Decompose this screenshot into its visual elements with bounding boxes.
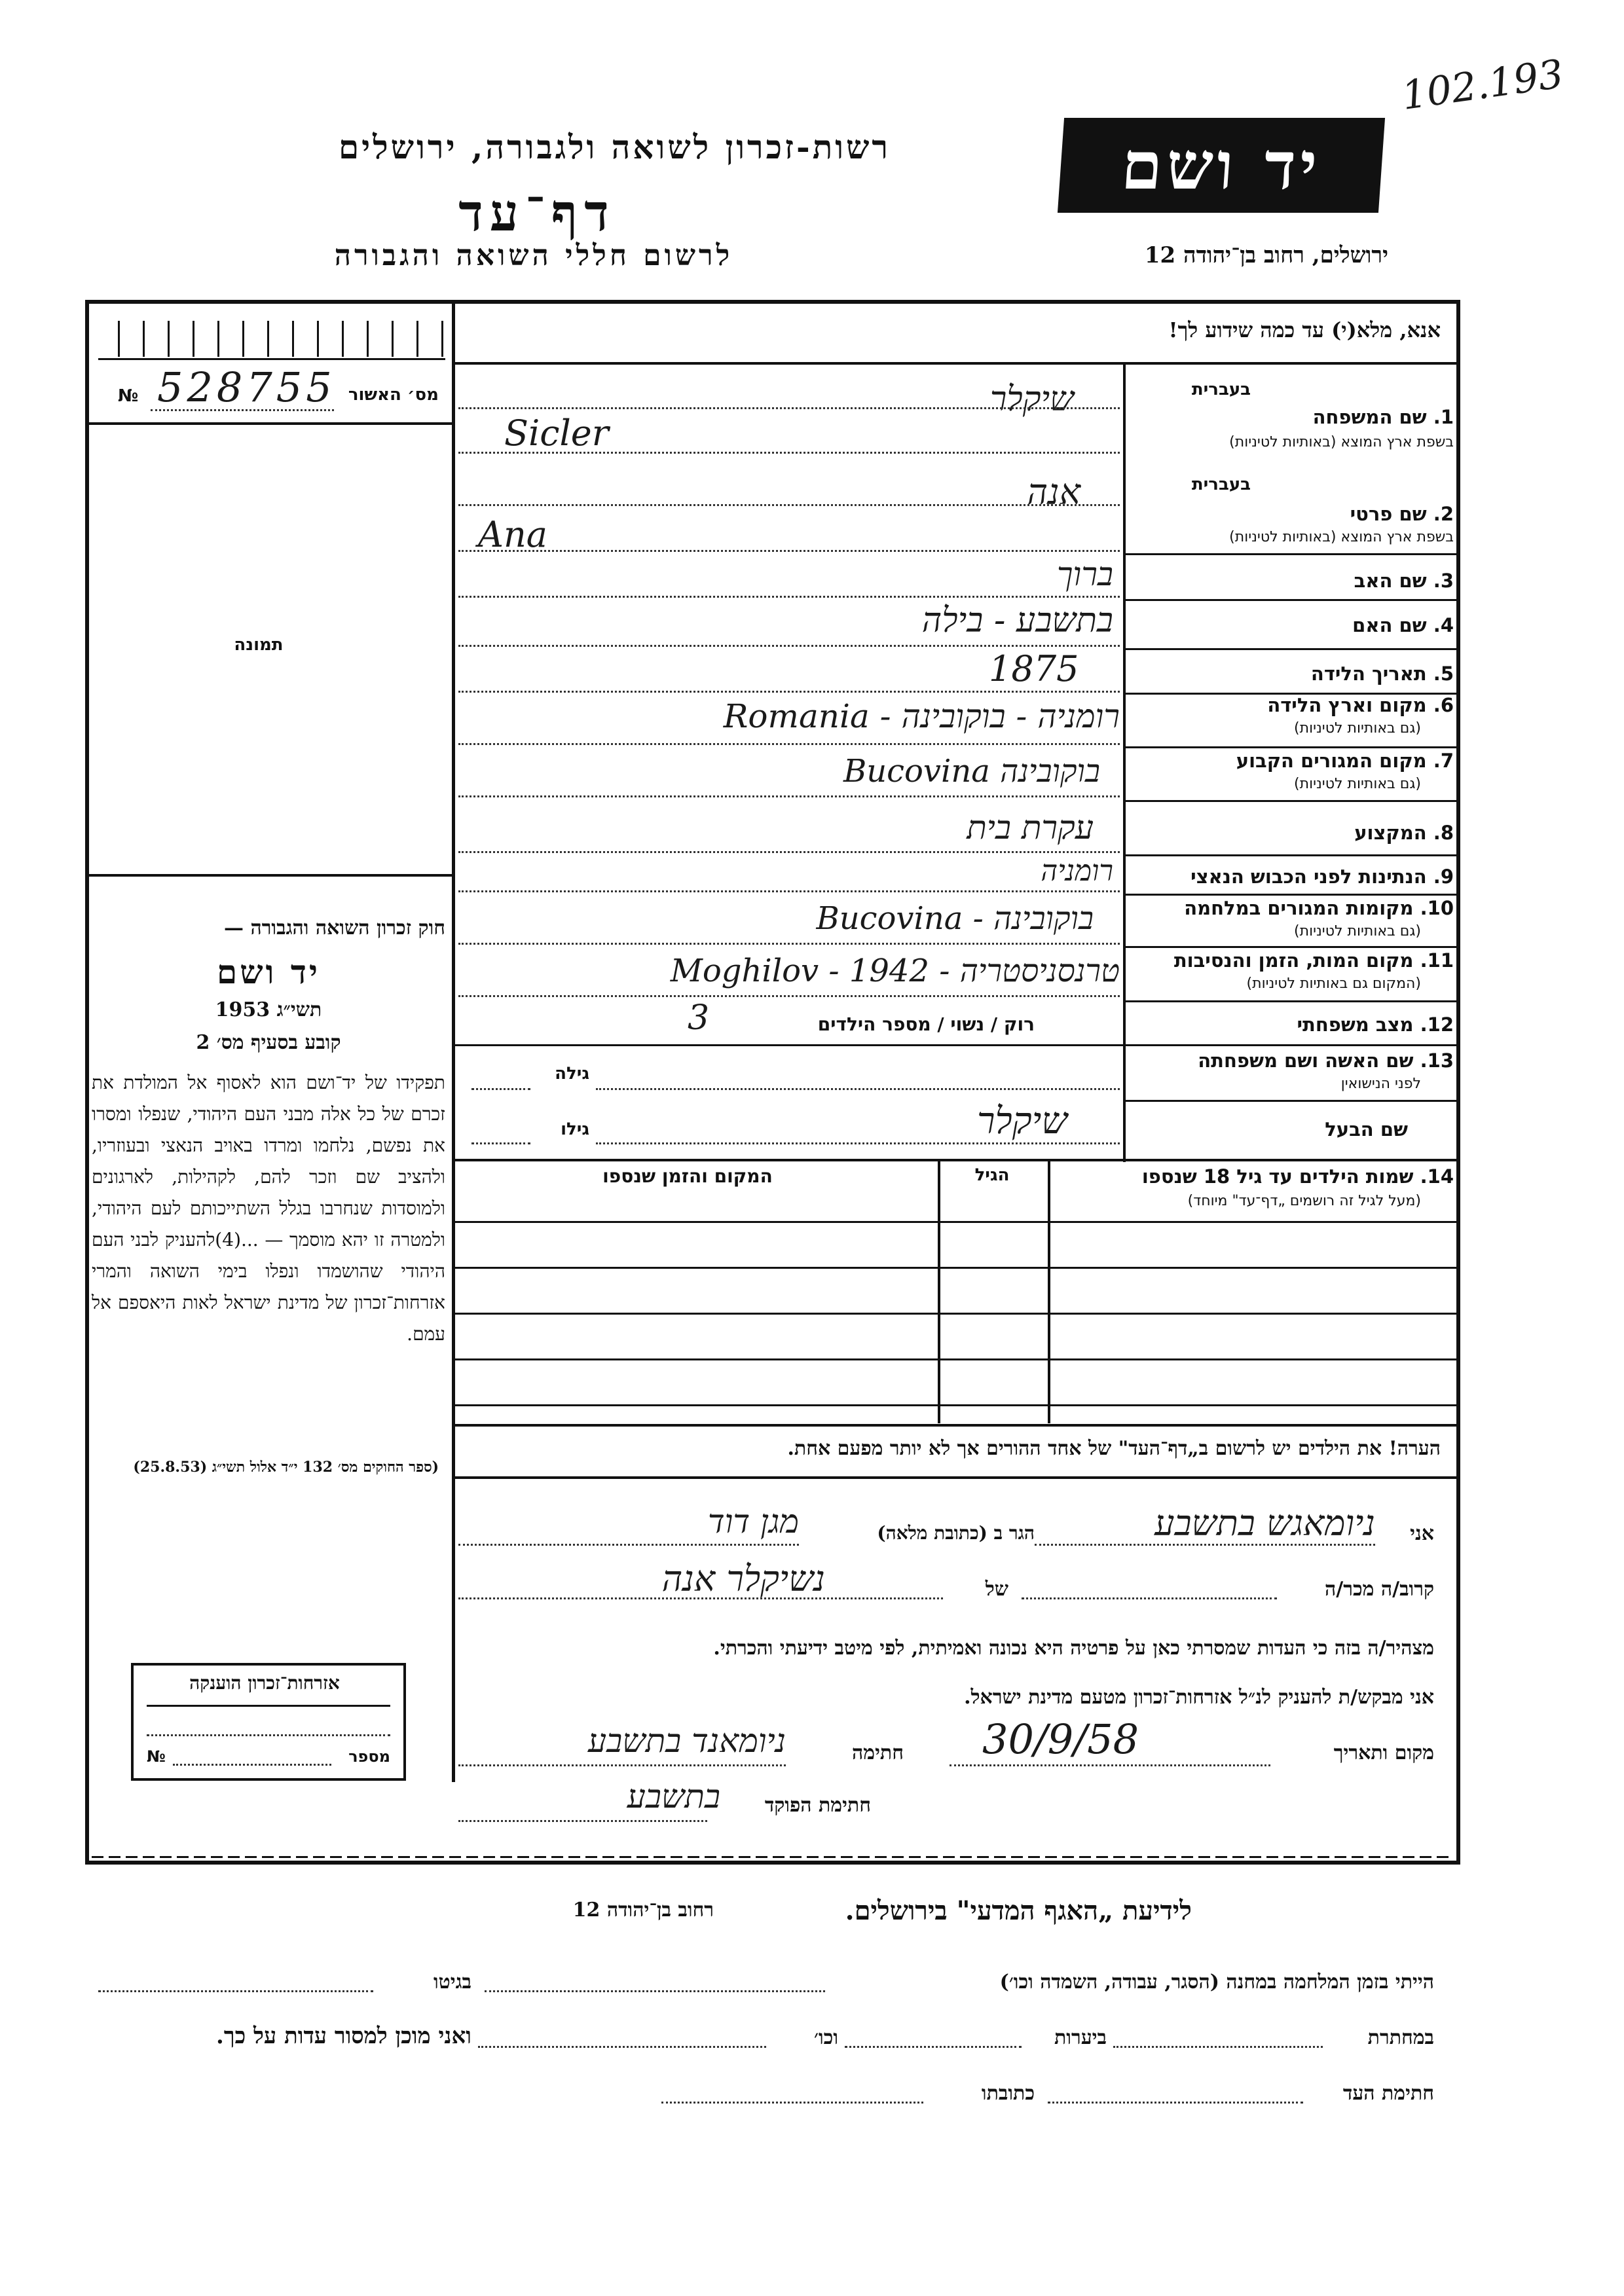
field-7-value[interactable]: בוקובינה Bucovina bbox=[843, 753, 1100, 790]
field-5-label bbox=[1179, 663, 1454, 685]
note-text: הערה! את הילדים יש לרשום ב„דף־העד" של אחד ההורים אך לא יותר מפעם אחת. bbox=[787, 1437, 1441, 1460]
field-14-sub: (מעל לגיל זה רושמים „דף־עד" מיוחד) bbox=[1187, 1193, 1421, 1209]
field-9-num: 9. bbox=[1433, 866, 1454, 888]
decl-ani-value[interactable]: ניומאגש בתשבע bbox=[1154, 1503, 1375, 1544]
field-3-value[interactable]: ברוך bbox=[1056, 555, 1113, 593]
decl-place-date-label: מקום ותאריך bbox=[1333, 1741, 1434, 1764]
field-13-age-label: גילה bbox=[555, 1064, 589, 1084]
citizenship-number-label: מספר bbox=[348, 1747, 390, 1766]
field-10-title: מקומות המגורים במלחמה bbox=[1184, 897, 1414, 919]
field-1-label bbox=[1179, 406, 1454, 428]
field-14-label bbox=[1048, 1165, 1454, 1188]
field-10-num: 10. bbox=[1420, 897, 1454, 919]
field-2-sub: בשפת ארץ המוצא (באותיות לטיניות) bbox=[1229, 529, 1454, 545]
field-6-num: 6. bbox=[1433, 694, 1454, 716]
field-12-label bbox=[1179, 1013, 1454, 1036]
field-12-title: מצב משפחתי bbox=[1297, 1013, 1414, 1036]
approval-label: מס׳ האשור bbox=[348, 385, 439, 405]
field-14-title: שמות הילדים עד גיל 18 שנספו bbox=[1141, 1165, 1414, 1188]
decl-signature-label: חתימה bbox=[852, 1741, 904, 1764]
field-2-num: 2. bbox=[1433, 503, 1454, 525]
field-1-title: שם המשפחה bbox=[1312, 406, 1427, 428]
footer-underground: במחתרת bbox=[1367, 2026, 1434, 2049]
field-4-label bbox=[1179, 614, 1454, 636]
field-1-sub: בשפת ארץ המוצא (באותיות לטיניות) bbox=[1229, 434, 1454, 450]
field-10-label bbox=[1133, 897, 1454, 919]
field-8-value[interactable]: עקרת בית bbox=[967, 809, 1094, 847]
law-name: יד ושם bbox=[217, 953, 320, 991]
field-7-sub: (גם באותיות לטיניות) bbox=[1294, 776, 1421, 792]
file-number: 102.193 bbox=[1399, 51, 1566, 119]
field-11-value[interactable]: טרנסניסטריה - 1942 - Moghilov bbox=[670, 953, 1120, 989]
photo-box-bottom bbox=[88, 874, 452, 877]
field-7-title: מקום המגורים הקבוע bbox=[1236, 750, 1427, 772]
field-2-value-he[interactable]: אנה bbox=[1027, 471, 1080, 513]
decl-statement: מצהיר/ה בזה כי העדות שמסרתי כאן על פרטיה היא נכונה ואמיתית, לפי מיטב ידיעתי והכרתי. bbox=[713, 1637, 1434, 1660]
field-3-label bbox=[1179, 570, 1454, 592]
intro-underline bbox=[454, 362, 1458, 365]
citizenship-no: № bbox=[147, 1747, 166, 1766]
field-12-children[interactable]: 3 bbox=[688, 998, 710, 1038]
field-13-sub: לפני הנישואין bbox=[1340, 1076, 1421, 1092]
field-10-value[interactable]: בוקובינה - Bucovina bbox=[816, 900, 1094, 937]
field-14-col-place: המקום והזמן שנספו bbox=[602, 1165, 773, 1187]
field-1-value-he[interactable]: שיקלר bbox=[989, 380, 1074, 419]
field-4-num: 4. bbox=[1433, 614, 1454, 636]
citizenship-box bbox=[131, 1663, 406, 1781]
field-11-title: מקום המות, הזמן והנסיבות bbox=[1173, 949, 1414, 972]
field-6-label bbox=[1133, 694, 1454, 716]
footer-separator bbox=[92, 1856, 1454, 1858]
footer-ghetto: בגיטו bbox=[433, 1971, 471, 1994]
footer-witness-sig: חתימת העד bbox=[1342, 2082, 1434, 2105]
citizenship-title: אזרחות־זכרון הוענקה bbox=[189, 1672, 340, 1694]
law-text: תפקידו של יד־ושם הוא לאסוף אל המולדת את זכרם של כל אלה מבני העם היהודי, שנפלו ומסרו את נפשם, נלחמו ומרדו באויב הנאצי ובעוזריו, ולהציב שם וזכר להם, לקהילות, לארגונים ולמוסדות שנחרבו בגלל השתייכותם לעם היהודי, ולמטרה זו יהא מוסמך — ...(4)להעניק לבני העם היהודי שהושמדו ונפלו בימי השואה והמרי אזרחות־זכרון של מדינת ישראל לאות היאספם אל עמם. bbox=[92, 1072, 445, 1345]
footer-etc: וכו׳ bbox=[814, 2026, 838, 2049]
field-11-num: 11. bbox=[1420, 949, 1454, 972]
decl-date-value[interactable]: 30/9/58 bbox=[982, 1715, 1139, 1763]
field-12-num: 12. bbox=[1420, 1013, 1454, 1036]
field-1-num: 1. bbox=[1433, 406, 1454, 428]
field-14-num: 14. bbox=[1420, 1165, 1454, 1188]
approval-underline bbox=[88, 422, 452, 425]
approval-no-label: № bbox=[118, 386, 139, 406]
field-5-title: תאריך הלידה bbox=[1310, 663, 1427, 685]
footer-ready: ואני מוכן למסור עדות על כך. bbox=[216, 2023, 471, 2049]
field-hebrew-label-1: בעברית bbox=[1191, 380, 1251, 399]
decl-signature-value[interactable]: ניומאנד בתשבע bbox=[587, 1722, 786, 1760]
field-4-title: שם האם bbox=[1352, 614, 1427, 636]
field-9-title: הנתינות לפני הכבוש הנאצי bbox=[1190, 866, 1427, 888]
field-11-label bbox=[1133, 949, 1454, 972]
field-6-sub: (גם באותיות לטיניות) bbox=[1294, 720, 1421, 737]
footer-forests: ביערות bbox=[1054, 2026, 1107, 2049]
field-1-value-latin[interactable]: Sicler bbox=[504, 412, 609, 454]
law-reference: (ספר החוקים מס׳ 132 י״ד אלול תשי״ג (25.8.53) bbox=[133, 1459, 439, 1476]
field-11-sub: (המקום גם באותיות לטיניות) bbox=[1246, 975, 1421, 992]
field-10-sub: (גם באותיות לטיניות) bbox=[1294, 923, 1421, 939]
decl-officer-label: חתימת הפוקד bbox=[764, 1794, 871, 1817]
field-4-value[interactable]: בתשבע - בילה bbox=[921, 601, 1113, 640]
decl-of-label: של bbox=[985, 1578, 1008, 1601]
decl-address-value[interactable]: מגן דוד bbox=[707, 1503, 799, 1540]
decl-officer-value[interactable]: בתשבע bbox=[627, 1777, 720, 1815]
field-5-num: 5. bbox=[1433, 663, 1454, 685]
law-section: קובע בסעיף מס׳ 2 bbox=[196, 1031, 341, 1054]
form-subtitle: לרשום חללי השואה והגבורה bbox=[334, 239, 733, 272]
field-12-status: רוק / נשוי / מספר הילדים bbox=[817, 1013, 1035, 1035]
field-2-value-latin[interactable]: Ana bbox=[478, 514, 547, 555]
children-col-divider-1 bbox=[1048, 1161, 1050, 1423]
form-title: דף־עד bbox=[458, 183, 616, 243]
law-year: תשי״ג 1953 bbox=[215, 998, 322, 1021]
logo-text: יד ושם bbox=[1118, 126, 1324, 204]
field-3-num: 3. bbox=[1433, 570, 1454, 592]
footer-witness-address: כתובתו bbox=[981, 2082, 1035, 2105]
decl-ani: אני bbox=[1410, 1522, 1434, 1545]
field-9-label bbox=[1133, 866, 1454, 888]
tick-marks bbox=[118, 321, 445, 357]
field-6-title: מקום וארץ הלידה bbox=[1267, 694, 1427, 716]
field-2-label bbox=[1179, 503, 1454, 525]
husband-age-label: גילו bbox=[561, 1120, 589, 1139]
field-8-label bbox=[1179, 822, 1454, 844]
field-13-title: שם האשה ושם משפחתה bbox=[1198, 1049, 1414, 1072]
field-13-label bbox=[1133, 1049, 1454, 1072]
children-col-divider-2 bbox=[938, 1161, 940, 1423]
field-13-num: 13. bbox=[1420, 1049, 1454, 1072]
address-header: ירושלים, רחוב בן־יהודה 12 bbox=[1144, 242, 1388, 268]
footer-line1: הייתי בזמן המלחמה במחנה (הסגר, עבודה, השמדה וכו׳) bbox=[999, 1971, 1434, 1994]
field-2-title: שם פרטי bbox=[1350, 503, 1427, 525]
photo-label: תמונה bbox=[234, 635, 284, 655]
field-hebrew-label-2: בעברית bbox=[1191, 475, 1251, 494]
decl-request: אני מבקש/ת להעניק לנ״ל אזרחות־זכרון מטעם מדינת ישראל. bbox=[964, 1686, 1434, 1709]
footer-address: רחוב בן־יהודה 12 bbox=[572, 1899, 714, 1922]
approval-number: 528755 bbox=[157, 363, 336, 411]
decl-relative-label: קרוב/ה מכר/ה bbox=[1325, 1578, 1434, 1601]
field-8-title: המקצוע bbox=[1354, 822, 1427, 844]
law-title: חוק זכרון השואה והגבורה — bbox=[224, 917, 445, 939]
field-3-title: שם האב bbox=[1354, 570, 1427, 592]
yad-vashem-logo bbox=[1058, 118, 1385, 213]
field-8-num: 8. bbox=[1433, 822, 1454, 844]
husband-label: שם הבעל bbox=[1325, 1118, 1408, 1140]
org-line: רשות-זכרון לשואה ולגבורה, ירושלים bbox=[338, 128, 891, 166]
decl-relative-value[interactable]: נשיקלר אנה bbox=[661, 1558, 825, 1599]
label-column-divider bbox=[1123, 363, 1126, 1162]
approval-dotted-line bbox=[151, 409, 334, 411]
field-14-col-age: הגיל bbox=[974, 1165, 1010, 1185]
field-7-num: 7. bbox=[1433, 750, 1454, 772]
decl-gar-label: הגר ב (כתובת מלאה) bbox=[877, 1522, 1035, 1544]
field-6-value[interactable]: רומניה - בוקובינה - Romania bbox=[723, 697, 1120, 735]
field-7-label bbox=[1133, 750, 1454, 772]
field-5-value[interactable]: 1875 bbox=[989, 648, 1079, 689]
intro-text: אנא, מלא(י) עד כמה שידוע לך! bbox=[1168, 318, 1441, 342]
footer-title: לידיעת „האגף המדעי" בירושלים. bbox=[845, 1895, 1192, 1926]
field-9-value[interactable]: רומניה bbox=[1041, 854, 1113, 888]
husband-value[interactable]: שיקלר bbox=[976, 1100, 1067, 1142]
